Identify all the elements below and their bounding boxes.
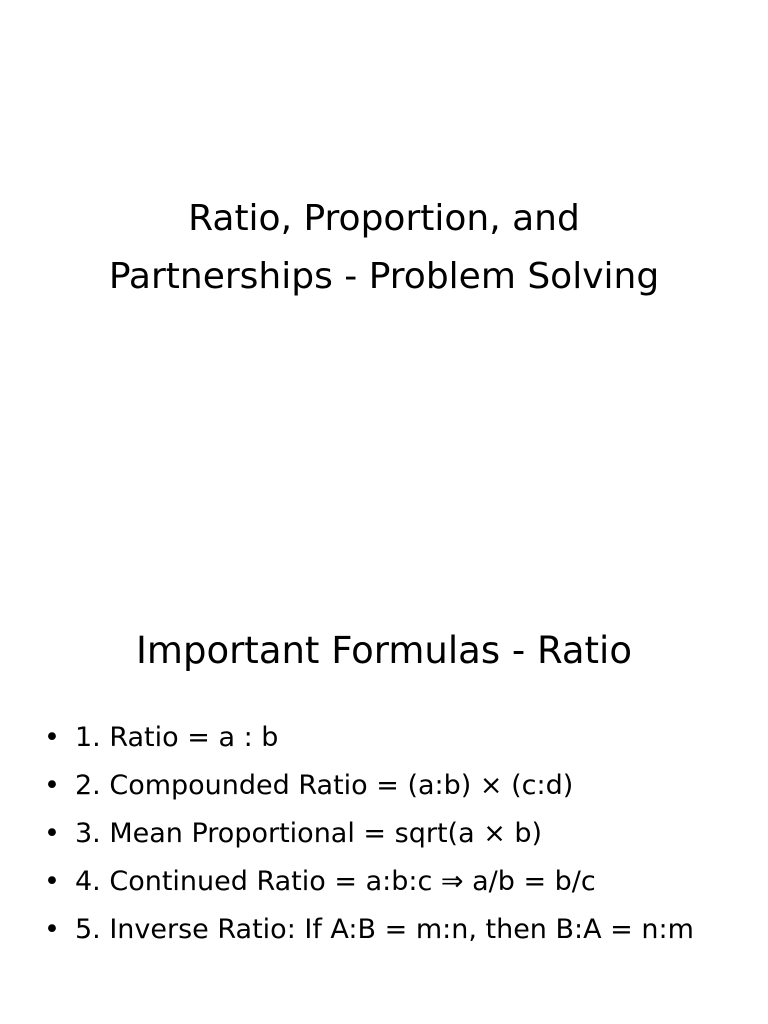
formula-text: 4. Continued Ratio = a:b:c ⇒ a/b = b/c [75, 866, 596, 897]
formula-item [44, 906, 694, 954]
formula-item [44, 858, 694, 906]
slide-title [40, 190, 728, 306]
bullet-icon: • [44, 770, 60, 801]
formula-text: 5. Inverse Ratio: If A:B = m:n, then B:A = n:m [75, 914, 694, 945]
formula-text: 1. Ratio = a : b [75, 722, 279, 753]
formula-list [44, 714, 694, 954]
formula-item [44, 762, 694, 810]
formulas-title: Important Formulas - Ratio [136, 629, 632, 672]
bullet-icon: • [44, 866, 60, 897]
slide-title-line: Partnerships - Problem Solving [108, 256, 660, 297]
bullet-icon: • [44, 722, 60, 753]
bullet-icon: • [44, 914, 60, 945]
formulas-slide [0, 576, 768, 1024]
formula-text: 2. Compounded Ratio = (a:b) × (c:d) [75, 770, 574, 801]
bullet-icon: • [44, 818, 60, 849]
formula-item [44, 810, 694, 858]
formula-item [44, 714, 694, 762]
formula-text: 3. Mean Proportional = sqrt(a × b) [75, 818, 543, 849]
slide-title-line: Ratio, Proportion, and [188, 198, 580, 239]
